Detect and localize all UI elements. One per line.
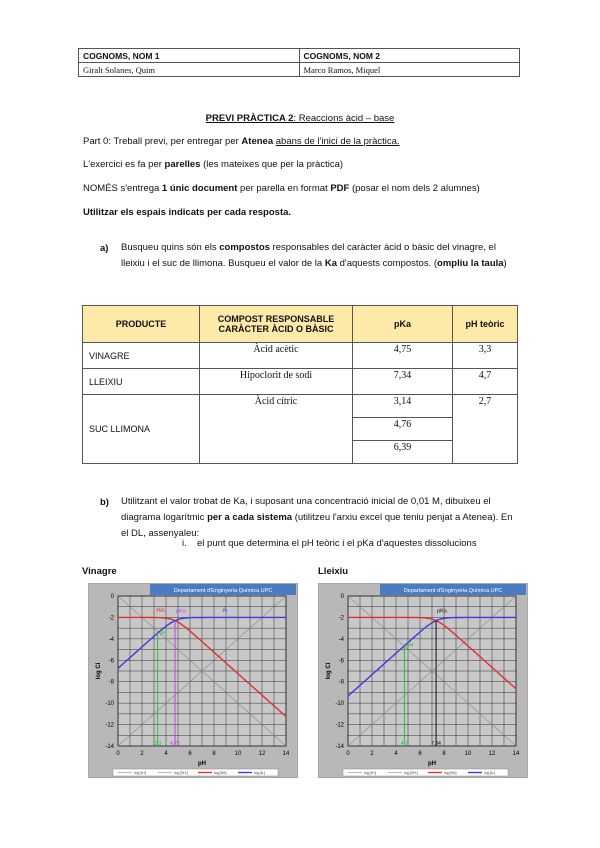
legend-entry: log [HA] [214,771,227,775]
pka-value-label: 4,75 [170,741,180,747]
question-a-text: Busqueu quins són els compostos responsables del caràcter àcid o bàsic del vinagre, el lleixiu i el suc de llimona. Busqueu el valor de la Ka d'aquests compostos. (ompliu la taula) [121,242,507,269]
student-names-table [78,48,520,77]
x-tick-label: 6 [418,751,422,757]
legend-entry: log [OH-] [174,771,189,775]
question-b-text: Utilitzant el valor trobat de Ka, i suposant una concentració inicial de 0,01 M, dibuixeu el diagrama logarítmic per a cada sistema (utilitzeu l'arxiu excel que teniu penjat a Atenea). En el DL, assenyaleu: [121,496,513,539]
pka-cell: 7,34 [353,369,453,395]
legend-entry: log [A-] [254,771,266,775]
ph-cell: 4,7 [453,369,518,395]
chart-label-lleixiu: Lleixiu [318,566,349,577]
pka-cell: 4,76 [353,418,453,441]
product-cell: VINAGRE [83,343,200,369]
y-tick-label: -12 [335,722,344,729]
y-axis-label: log Ci [326,662,332,680]
x-tick-label: 14 [512,751,520,757]
x-tick-label: 12 [258,751,266,757]
y-tick-label: -8 [108,679,114,686]
table-row [83,395,518,418]
ph-cell: 2,7 [453,395,518,464]
name2-value: Marco Ramos, Miquel [299,63,520,77]
x-tick-label: 10 [464,751,472,757]
title-suffix: : Reaccions àcid – base [293,113,395,124]
question-b-sub-label: i. [182,538,187,549]
pka-annotation: pKa [176,608,186,615]
a-annotation: A- [222,608,229,615]
question-b-sub-text: el punt que determina el pH teòric i el pKa d'aquestes dissolucions [197,538,477,549]
legend-entry: log [H+] [134,771,147,775]
y-tick-label: -4 [338,636,344,643]
chart-banner-text: Departament d'Enginyeria Química UPC [173,588,273,594]
header-pka: pKa [353,306,453,343]
x-tick-label: 0 [346,751,350,757]
y-tick-label: -10 [105,701,114,708]
y-tick-label: -6 [338,658,344,665]
intro-line-1: Part 0: Treball previ, per entregar per Atenea abans de l'inici de la pràctica. [83,136,400,147]
pka-cell: 6,39 [353,441,453,464]
lleixiu-log-diagram [318,583,528,778]
vinagre-log-diagram [88,583,298,778]
question-a-label: a) [100,243,109,254]
ha-annotation: HA [156,608,165,615]
pka-cell: 3,14 [353,395,453,418]
x-tick-label: 2 [370,751,374,757]
y-tick-label: -2 [108,615,114,622]
title-prefix: PREVI PRÀCTICA 2 [205,113,294,124]
intro-line-2: L'exercici es fa per parelles (les mateixes que per la pràctica) [83,159,344,170]
x-tick-label: 8 [442,751,446,757]
y-tick-label: -2 [338,615,344,622]
legend-entry: log [A-] [484,771,496,775]
x-tick-label: 14 [282,751,290,757]
name1-header: COGNOMS, NOM 1 [79,49,300,63]
x-tick-label: 8 [212,751,216,757]
page-title [0,113,600,124]
x-tick-label: 2 [140,751,144,757]
product-cell: LLEIXIU [83,369,200,395]
name2-header: COGNOMS, NOM 2 [299,49,520,63]
y-tick-label: -12 [105,722,114,729]
x-tick-label: 6 [188,751,192,757]
chart-banner-text: Departament d'Enginyeria Química UPC [403,588,503,594]
name1-value: Giralt Solanes, Quim [79,63,300,77]
y-tick-label: -8 [338,679,344,686]
legend-entry: log [HA] [444,771,457,775]
y-tick-label: -14 [105,744,114,750]
x-tick-label: 0 [116,751,120,757]
y-tick-label: -4 [108,636,114,643]
y-axis-label: log Ci [96,662,102,680]
compound-cell: Àcid acètic [200,343,353,369]
ph-annotation: pH [406,642,414,649]
x-tick-label: 4 [164,751,168,757]
pka-value-label: 7,34 [431,741,441,747]
y-tick-label: -14 [335,744,344,750]
y-tick-label: 0 [340,594,344,600]
table-row [83,343,518,369]
compounds-table [82,305,518,464]
product-cell: SUC LLIMONA [83,395,200,464]
ph-annotation: pH [159,630,167,637]
header-product: PRODUCTE [83,306,200,343]
header-ph: pH teòric [453,306,518,343]
x-tick-label: 10 [234,751,242,757]
question-b-label: b) [100,497,109,508]
table-row [83,369,518,395]
legend-entry: log [OH-] [404,771,419,775]
intro-line-3: NOMÉS s'entrega 1 únic document per parella en format PDF (posar el nom dels 2 alumnes) [83,183,480,194]
ph-cell: 3,3 [453,343,518,369]
y-tick-label: -10 [335,701,344,708]
y-tick-label: -6 [108,658,114,665]
x-tick-label: 12 [488,751,496,757]
compound-cell: Hipoclorit de sodi [200,369,353,395]
pka-cell: 4,75 [353,343,453,369]
chart-label-vinagre: Vinagre [82,566,117,577]
pka-annotation: pKa [437,608,447,615]
intro-line-4: Utilitzar els espais indicats per cada resposta. [83,207,292,218]
compound-cell: Àcid cítric [200,395,353,464]
y-tick-label: 0 [110,594,114,600]
x-axis-label: pH [428,761,436,767]
x-axis-label: pH [198,761,206,767]
legend-entry: log [H+] [364,771,377,775]
x-tick-label: 4 [394,751,398,757]
header-compound: COMPOST RESPONSABLE CARÀCTER ÀCID O BÀSIC [200,306,353,343]
ph-value-label: 4,7 [400,741,408,747]
ph-value-label: 3,3 [154,741,162,747]
